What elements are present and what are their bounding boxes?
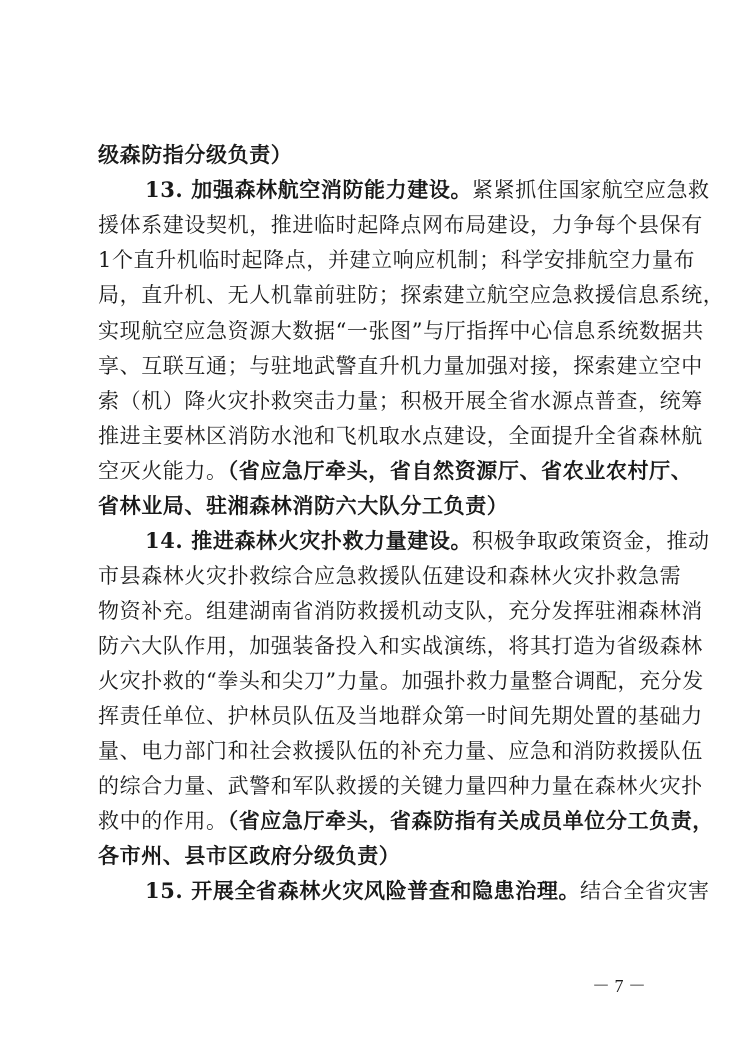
item-13-line: 1个直升机临时起降点，并建立响应机制；科学安排航空力量布 bbox=[98, 248, 696, 272]
item-13-heading: 13. 加强森林航空消防能力建设。 bbox=[145, 177, 473, 202]
item-14-line: 救中的作用。 bbox=[98, 809, 228, 833]
item-14-line: 市县森林火灾扑救综合应急救援队伍建设和森林火灾扑救急需 bbox=[98, 564, 682, 588]
item-14-line: 物资补充。组建湖南省消防救援机动支队，充分发挥驻湘森林消 bbox=[98, 599, 703, 623]
item-14-line: 火灾扑救的“拳头和尖刀”力量。加强扑救力量整合调配，充分发 bbox=[98, 669, 704, 693]
item-13-responsibility: （省应急厅牵头，省自然资源厅、省农业农村厅、 bbox=[227, 458, 693, 483]
item-13-line: 享、互联互通；与驻地武警直升机力量加强对接，探索建立空中 bbox=[98, 354, 703, 378]
item-14-last-line bbox=[98, 807, 714, 835]
item-13-line: 援体系建设契机，推进临时起降点网布局建设，力争每个县保有 bbox=[98, 213, 703, 237]
item-15-first-line bbox=[145, 877, 710, 905]
item-14-line: 积极争取政策资金，推动 bbox=[472, 529, 710, 553]
item-14-heading: 14. 推进森林火灾扑救力量建设。 bbox=[145, 528, 473, 553]
item-13-line: 局，直升机、无人机靠前驻防；探索建立航空应急救援信息系统， bbox=[98, 283, 725, 307]
item-15-line: 结合全省灾害 bbox=[580, 879, 710, 903]
item-13-last-line bbox=[98, 457, 693, 485]
item-14-line: 量、电力部门和社会救援队伍的补充力量、应急和消防救援队伍 bbox=[98, 739, 703, 763]
intro-line: 级森防指分级负责） bbox=[98, 142, 293, 167]
item-13-first-line bbox=[145, 176, 710, 204]
item-13-line: 索（机）降火灾扑救突击力量；积极开展全省水源点普查，统筹 bbox=[98, 389, 703, 413]
item-13-line: 紧紧抓住国家航空应急救 bbox=[472, 178, 710, 202]
item-14-line: 挥责任单位、护林员队伍及当地群众第一时间先期处置的基础力 bbox=[98, 704, 703, 728]
item-13-responsibility: 省林业局、驻湘森林消防六大队分工负责） bbox=[98, 493, 509, 518]
item-15-heading: 15. 开展全省森林火灾风险普查和隐患治理。 bbox=[145, 878, 581, 903]
item-14-line: 的综合力量、武警和军队救援的关键力量四种力量在森林火灾扑 bbox=[98, 774, 703, 798]
item-13-line: 空灭火能力。 bbox=[98, 459, 228, 483]
item-14-line: 防六大队作用，加强装备投入和实战演练，将其打造为省级森林 bbox=[98, 634, 703, 658]
item-14-responsibility: （省应急厅牵头，省森防指有关成员单位分工负责， bbox=[227, 808, 714, 833]
item-14-responsibility: 各市州、县市区政府分级负责） bbox=[98, 843, 401, 868]
item-13-line: 实现航空应急资源大数据“一张图”与厅指挥中心信息系统数据共 bbox=[98, 319, 704, 343]
item-14-first-line bbox=[145, 527, 710, 555]
page-number: － 7 － bbox=[592, 976, 646, 996]
item-13-line: 推进主要林区消防水池和飞机取水点建设，全面提升全省森林航 bbox=[98, 424, 703, 448]
